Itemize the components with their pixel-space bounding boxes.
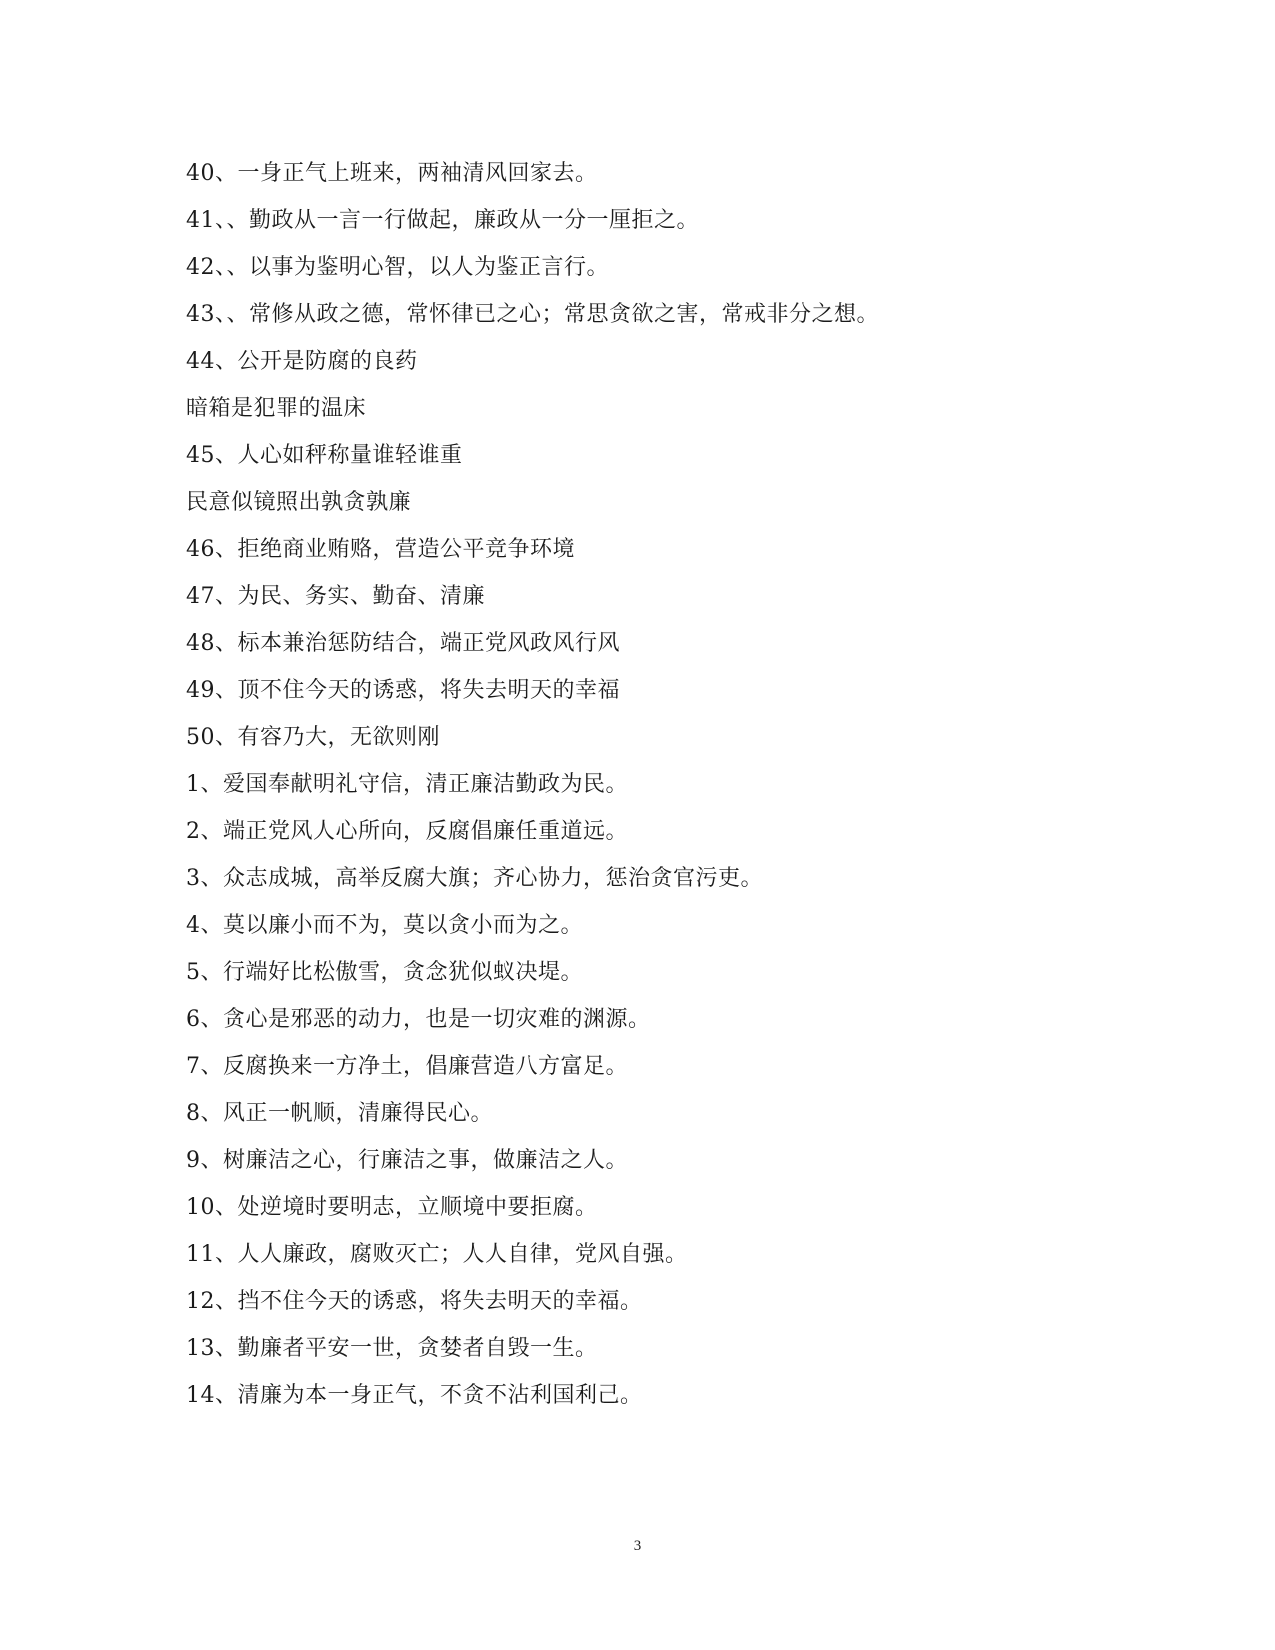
page-number: 3 (633, 1538, 642, 1554)
text-line: 47、为民、务实、勤奋、清廉 (186, 584, 485, 609)
text-line: 50、有容乃大，无欲则刚 (186, 725, 440, 750)
text-line: 11、人人廉政，腐败灭亡；人人自律，党风自强。 (186, 1242, 688, 1267)
text-line: 13、勤廉者平安一世，贪婪者自毁一生。 (186, 1336, 598, 1361)
text-line: 8、风正一帆顺，清廉得民心。 (186, 1101, 493, 1126)
text-line: 40、一身正气上班来，两袖清风回家去。 (186, 161, 598, 186)
text-line: 44、公开是防腐的良药 (186, 349, 418, 374)
text-line: 4、莫以廉小而不为，莫以贪小而为之。 (186, 913, 583, 938)
text-line: 43、、常修从政之德，常怀律已之心；常思贪欲之害，常戒非分之想。 (186, 302, 879, 327)
text-line: 46、拒绝商业贿赂，营造公平竞争环境 (186, 537, 575, 562)
text-line: 42、、以事为鉴明心智，以人为鉴正言行。 (186, 255, 609, 280)
text-line: 41、、勤政从一言一行做起，廉政从一分一厘拒之。 (186, 208, 699, 233)
text-line: 45、人心如秤称量谁轻谁重 (186, 443, 463, 468)
text-line: 9、树廉洁之心，行廉洁之事，做廉洁之人。 (186, 1148, 628, 1173)
text-line: 48、标本兼治惩防结合，端正党风政风行风 (186, 631, 620, 656)
text-line: 3、众志成城，高举反腐大旗；齐心协力，惩治贪官污吏。 (186, 866, 763, 891)
text-lines (186, 154, 1086, 1423)
text-line: 2、端正党风人心所向，反腐倡廉任重道远。 (186, 819, 628, 844)
text-line: 7、反腐换来一方净土，倡廉营造八方富足。 (186, 1054, 628, 1079)
text-line: 5、行端好比松傲雪，贪念犹似蚁决堤。 (186, 960, 583, 985)
text-line: 暗箱是犯罪的温床 (186, 396, 367, 421)
text-line: 民意似镜照出孰贪孰廉 (186, 490, 412, 515)
text-line: 6、贪心是邪恶的动力，也是一切灾难的渊源。 (186, 1007, 651, 1032)
text-line: 12、挡不住今天的诱惑，将失去明天的幸福。 (186, 1289, 643, 1314)
text-line: 49、顶不住今天的诱惑，将失去明天的幸福 (186, 678, 620, 703)
text-line: 14、清廉为本一身正气，不贪不沾利国利己。 (186, 1383, 643, 1408)
text-line: 10、处逆境时要明志，立顺境中要拒腐。 (186, 1195, 598, 1220)
text-line: 1、爱国奉献明礼守信，清正廉洁勤政为民。 (186, 772, 628, 797)
